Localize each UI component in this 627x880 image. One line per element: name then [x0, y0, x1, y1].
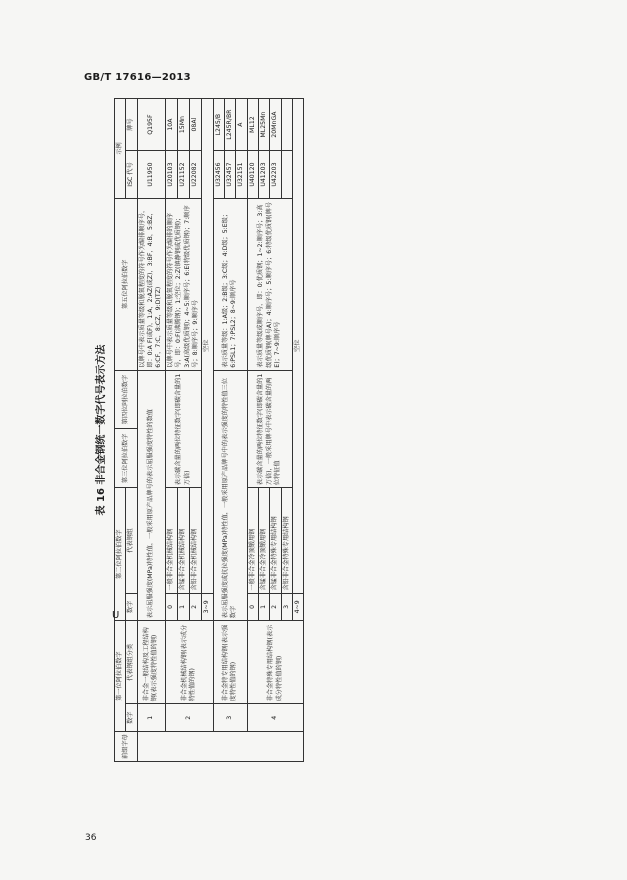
fifth-digit-header: 第五位阿拉伯数字 [115, 198, 138, 370]
group-4-grade: ML12 [247, 99, 258, 151]
group-3-code: 3 [213, 704, 247, 732]
group-1-code: 1 [137, 704, 165, 732]
group-4-type: 含铅非合金特殊专用结构钢 [281, 488, 292, 593]
group-3-row-0 [213, 99, 224, 762]
group-4-row-0 [247, 99, 258, 762]
standard-header: GB/T 17616—2013 [84, 72, 191, 83]
group-4-type: 含锰非合金冷顶锻用钢 [259, 488, 270, 593]
group-2-grade: 15Mn [177, 99, 189, 151]
vacancy-cell: 空位 [202, 99, 213, 594]
steel-type-header: 代表钢组 [126, 488, 137, 593]
steel-code-table [114, 98, 304, 762]
group-2-digit: 3~9 [202, 593, 213, 621]
group-3-desc5: 表示质量等级：1:A级；2:B级；3:C级；4:D级；5:E级；6:PSL1；7:PSL2；8~9:顺序号 [213, 198, 247, 370]
group-4-code: 4 [247, 704, 304, 732]
group-3-name: 非合金特专用结构钢(表示强度特性值的钢) [213, 621, 247, 704]
group-2-row-0 [165, 99, 177, 762]
group-4-grade: ML25Mn [259, 99, 270, 151]
page-number: 36 [85, 833, 97, 843]
grade-header: 牌号 [126, 99, 137, 151]
group-2-desc34: 表示碳含量的两位特征数字(即碳含量的1万倍) [165, 370, 201, 488]
group-4-grade: 20MnGA [270, 99, 281, 151]
group-2-desc5: 以牌号中表示质量等级和脱氧程度的符号作为编排的顺序号，即：0:F(沸腾钢)；1:空位；2:Z(镇静钢或优质钢)；3:A(高级优质钢)；4~5:顺序号；6:E(特级优质钢)；7:顺序号；8:顺序号；9:顺序号 [165, 198, 201, 370]
group-4-type: 一般非合金冷顶锻用钢 [247, 488, 258, 593]
group-4-iso-empty [281, 151, 292, 199]
prefix-header: 前缀字母 [115, 732, 138, 762]
group-3-grade: L245/B [213, 99, 224, 151]
group-1-name: 非合金一般结构及工程结构钢(表示强度特性值的钢) [137, 621, 165, 704]
group-4-digit: 0 [247, 593, 258, 621]
fourth-digit-header: 第四位阿拉伯数字 [115, 370, 138, 429]
group-3-iso: U32151 [236, 151, 247, 199]
group-2-iso: U21152 [177, 151, 189, 199]
header-row-1 [115, 99, 126, 762]
group-2-digit: 2 [190, 593, 202, 621]
group-4-type: 含锰非合金特殊专用结构钢 [270, 488, 281, 593]
second-digit-label: 数字 [126, 593, 137, 621]
group-4-digit: 4~9 [293, 593, 304, 621]
group-2-code: 2 [165, 704, 213, 732]
group-2-type: 一般非合金机械结构钢 [165, 488, 177, 593]
group-4-iso: U41203 [259, 151, 270, 199]
table-title: 表 16 非合金钢统一数字代号表示方法 [96, 344, 107, 516]
group-1-iso: U11950 [137, 151, 165, 199]
group-2-grade: 10A [165, 99, 177, 151]
group-4-iso: U42203 [270, 151, 281, 199]
group-4-iso: U40120 [247, 151, 258, 199]
vacancy-cell: 空位 [293, 99, 304, 594]
group-1-row [137, 99, 165, 762]
second-digit-header: 第二位阿拉伯数字 [115, 488, 126, 621]
group-3-iso: U32457 [224, 151, 235, 199]
first-digit-label: 数字 [126, 704, 137, 732]
group-2-name: 非合金机械结构钢(表示成分特性值的钢) [165, 621, 213, 704]
group-1-desc5: 以牌号中表示质量等级和脱氧程度的符号作为编排顺序号，即：0:A F(或F)，1:A，2:AZ(或Z)，3:BF，4:B，5:BZ，6:CF，7:C，8:CZ，9:D(TZ) [137, 198, 165, 370]
group-4-digit: 1 [259, 593, 270, 621]
group-1-grade: Q195F [137, 99, 165, 151]
group-1-desc34: 表示屈服强度(MPa)特性值，一般采用原产品牌号的表示屈服强度特性的数值 [137, 370, 165, 621]
group-2-iso: U20103 [165, 151, 177, 199]
group-3-iso: U32456 [213, 151, 224, 199]
prefix-letter: U [112, 610, 120, 621]
group-2-iso: U22082 [190, 151, 202, 199]
first-digit-header: 第一位阿拉伯数字 [115, 621, 126, 732]
group-4-name: 非合金特殊专用结构钢(表示成分特性值的钢) [247, 621, 304, 704]
group-2-digit: 1 [177, 593, 189, 621]
steel-group-header: 代表钢组分类 [126, 621, 137, 704]
third-digit-header: 第三位阿拉伯数字 [115, 429, 138, 488]
group-4-grade-empty [281, 99, 292, 151]
group-3-grade: A [236, 99, 247, 151]
group-4-desc34: 表示碳含量的两位特征数字(即碳含量的1万倍)，一般采用牌号中表示碳含量的两位特征值 [247, 370, 292, 488]
group-2-grade: 08Al [190, 99, 202, 151]
group-3-desc234: 表示屈服强度或抗拉强度(MPa)特性值，一般采用原产品牌号中的表示强度的特性值三位数字 [213, 370, 247, 621]
group-2-digit: 0 [165, 593, 177, 621]
group-4-digit: 3 [281, 593, 292, 621]
group-2-type: 含铅非合金机械结构钢 [190, 488, 202, 593]
group-4-digit: 2 [270, 593, 281, 621]
example-header: 示例 [115, 99, 126, 199]
group-4-desc5: 表示质量等级或顺序号，即：0:优质钢；1~2:顺序号；3:高级优质钢(牌号A)；4:顺序号；5:顺序号；6:特级优质钢(牌号E)；7~9:顺序号 [247, 198, 292, 370]
group-3-grade: L245R/BR [224, 99, 235, 151]
rotated-table-area [84, 92, 528, 768]
group-2-type: 含锰非合金机械结构钢 [177, 488, 189, 593]
prefix-cell [137, 732, 304, 762]
iso-code-header: ISC 代号 [126, 151, 137, 199]
